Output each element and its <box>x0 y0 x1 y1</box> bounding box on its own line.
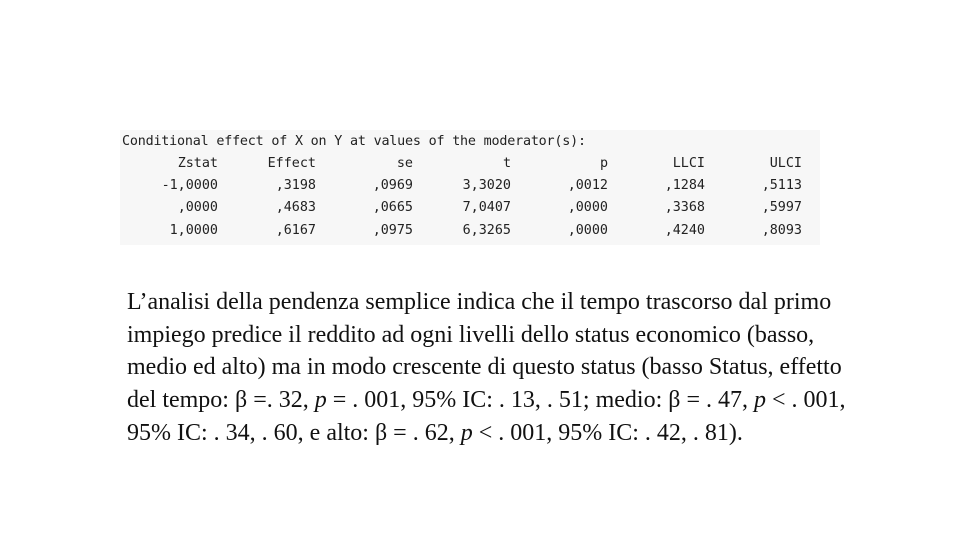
column-header-effect: Effect <box>267 155 316 171</box>
table-row <box>120 174 802 196</box>
table-cell: ,5997 <box>761 200 802 216</box>
table-cell: ,0000 <box>567 222 608 238</box>
column-header-ulci: ULCI <box>769 155 802 171</box>
paragraph-text: L’analisi della pendenza semplice indica che il tempo trascorso dal primo impiego predice il reddito ad ogni livelli dello status economico (basso, medio ed alto) ma in modo crescente di questo status (basso Status, effetto del tempo: β =. 32, <box>127 289 842 414</box>
column-header-p: p <box>599 155 608 171</box>
table-cell: 7,0407 <box>462 200 511 216</box>
paragraph-text: < . 001, 95% IC: . 34, . 60, e alto: β = . 62, <box>127 387 846 446</box>
p-symbol: p <box>314 387 327 414</box>
table-cell: ,1284 <box>664 177 705 193</box>
table-header-row <box>120 152 802 174</box>
paragraph-text: < . 001, 95% IC: . 42, . 81). <box>472 419 743 446</box>
column-header-t: t <box>502 155 511 171</box>
column-header-llci: LLCI <box>672 155 705 171</box>
table-cell: ,0969 <box>372 177 413 193</box>
p-symbol: p <box>460 419 473 446</box>
p-symbol: p <box>754 387 766 414</box>
table-cell: ,6167 <box>275 222 316 238</box>
table-cell: ,3368 <box>664 200 705 216</box>
conditional-effects-table <box>120 152 802 241</box>
interpretation-paragraph <box>127 286 857 450</box>
column-header-se: se <box>396 155 413 171</box>
table-cell: ,4683 <box>275 200 316 216</box>
regression-output-screenshot <box>120 130 820 245</box>
table-cell: 6,3265 <box>462 222 511 238</box>
paragraph-text: = . 001, 95% IC: . 13, . 51; medio: β = . 47, <box>326 387 754 414</box>
table-cell: 3,3020 <box>462 177 511 193</box>
table-cell: ,0000 <box>177 200 218 216</box>
table-cell: ,4240 <box>664 222 705 238</box>
column-header-zstat: Zstat <box>177 155 218 171</box>
table-cell: ,5113 <box>761 177 802 193</box>
output-heading: Conditional effect of X on Y at values of the moderator(s): <box>122 134 586 149</box>
table-cell: ,0012 <box>567 177 608 193</box>
table-row <box>120 197 802 219</box>
table-cell: ,0000 <box>567 200 608 216</box>
table-cell: ,3198 <box>275 177 316 193</box>
table-cell: ,0665 <box>372 200 413 216</box>
table-cell: -1,0000 <box>161 177 218 193</box>
table-cell: 1,0000 <box>169 222 218 238</box>
table-cell: ,8093 <box>761 222 802 238</box>
table-cell: ,0975 <box>372 222 413 238</box>
table-row <box>120 219 802 241</box>
